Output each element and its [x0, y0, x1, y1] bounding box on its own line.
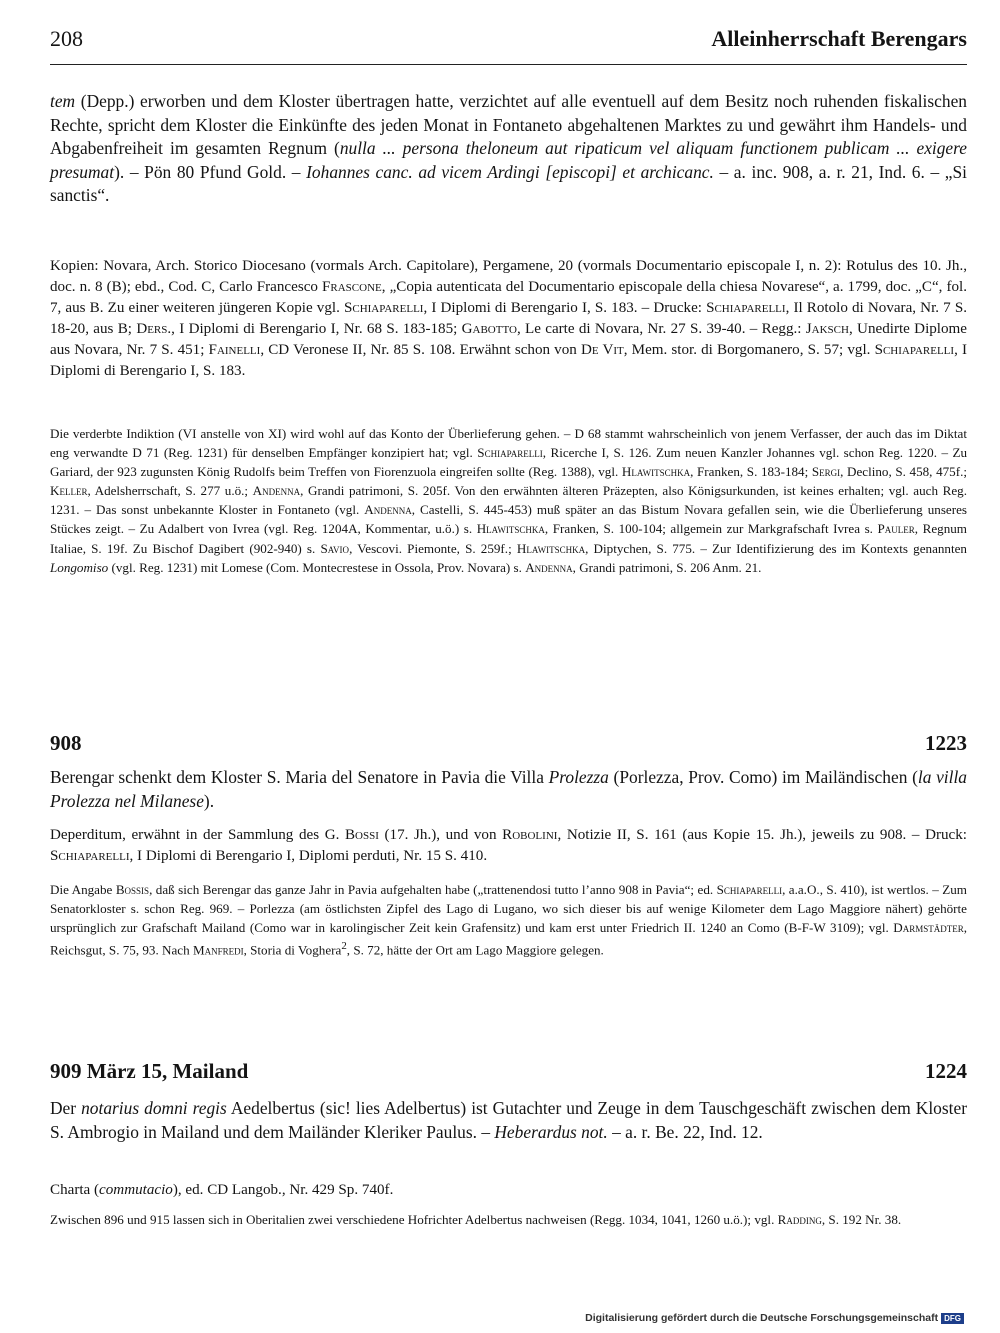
entry-1223-number: 1223: [925, 731, 967, 755]
entry-1223-sources: Deperditum, erwähnt in der Sammlung des G. Bossi (17. Jh.), und von Robolini, Notizie II, S. 161 (aus Kopie 15. Jh.), jeweils zu 908. – Druck: Schiaparelli, I Diplomi di Berengario I, Diplomi perduti, Nr. 15 S. 410.: [50, 827, 967, 864]
entry-1224-number: 1224: [925, 1059, 967, 1083]
running-title: Alleinherrschaft Berengars: [711, 26, 967, 51]
entry-1224-heading: [50, 1059, 967, 1087]
entry-1223-commentary: Die Angabe Bossis, daß sich Berengar das ganze Jahr in Pavia aufgehalten habe („trattenendosi tutto l’anno 908 in Pavia“; ed. Schiaparelli, a.a.O., S. 410), ist wertlos. – Zum Senatorkloster s. schon Reg. 969. – Porlezza (am östlichsten Zipfel des Lago di Lugano, wo sich dieser bis auf wenige Kilometer dem Lago Maggiore nähert) gehörte ursprünglich zur Grafschaft Mailand (Como war in karolingischer Zeit kein Grafensitz) und kam erst unter Friedrich II. 1240 an Como (B-F-W 3109); vgl. Darmstädter, Reichsgut, S. 75, 93. Nach Manfredi, Storia di Voghera$^2$, S. 72, hätte der Ort am Lago Maggiore gelegen.: [50, 882, 967, 958]
prev-entry-commentary: Die verderbte Indiktion (VI anstelle von XI) wird wohl auf das Konto der Überlieferung gehen. – D 68 stammt wahrscheinlich von jenem Verfasser, der auch das im Diktat eng verwandte D 71 (Reg. 1231) für denselben Empfänger konzipiert hat; vgl. Schiaparelli, Ricerche I, S. 126. Zum neuen Kanzler Johannes vgl. schon Reg. 1220. – Zu Gariard, der 923 zugunsten König Rudolfs beim Treffen von Fiorenzuola eingreifen sollte (Reg. 1388), vgl. Hlawitschka, Franken, S. 183-184; Sergi, Declino, S. 458, 475f.; Keller, Adelsherrschaft, S. 277 u.ö.; Andenna, Grandi patrimoni, S. 205f. Von den erwähnten älteren Präzepten, also Königsurkunden, ist keines erhalten; vgl. auch Reg. 1231. – Das sonst unbekannte Kloster in Fontaneto (vgl. Andenna, Castelli, S. 445-453) muß später an das Bistum Novara gefallen sein, wie die Überlieferung unseres Stückes zeigt. – Zu Adalbert von Ivrea (vgl. Reg. 1204A, Kommentar, u.ö.) s. Hlawitschka, Franken, S. 100-104; allgemein zur Markgrafschaft Ivrea s. Pauler, Regnum Italiae, S. 19f. Zu Bischof Dagibert (902-940) s. Savio, Vescovi. Piemonte, S. 259f.; Hlawitschka, Diptychen, S. 775. – Zur Identifizierung des im Kontexts genannten Longomiso (vgl. Reg. 1231) mit Lomese (Com. Montecrestese in Ossola, Prov. Novara) s. Andenna, Grandi patrimoni, S. 206 Anm. 21.: [50, 426, 968, 575]
footer-text: Digitalisierung gefördert durch die Deutsche Forschungsgemeinschaft: [585, 1312, 939, 1324]
entry-1224-regest: Der notarius domni regis Aedelbertus (sic! lies Adelbertus) ist Gutachter und Zeuge in dem Tauschgeschäft zwischen dem Kloster S. Ambrogio in Mailand und dem Mailänder Kleriker Paulus. – Heberardus not. – a. r. Be. 22, Ind. 12.: [50, 1098, 967, 1142]
entry-1224-date: 909 März 15, Mailand: [50, 1059, 249, 1083]
prev-entry-sources: Kopien: Novara, Arch. Storico Diocesano (vormals Arch. Capitolare), Pergamene, 20 (vormals Documentario episcopale I, n. 2): Rotulus des 10. Jh., doc. n. 8 (B); ebd., Cod. C, Carlo Francesco Frascone, „Copia autenticata del Documentario episcopale della chiesa Novarese“, a. 1799, doc. „C“, fol. 7, aus B. Zu einer weiteren jüngeren Kopie vgl. Schiaparelli, I Diplomi di Berengario I, S. 183. – Drucke: Schiaparelli, Il Rotolo di Novara, Nr. 7 S. 18-20, aus B; Ders., I Diplomi di Berengario I, Nr. 68 S. 183-185; Gabotto, Le carte di Novara, Nr. 27 S. 39-40. – Regg.: Jaksch, Unedirte Diplome aus Novara, Nr. 7 S. 451; Fainelli, CD Veronese II, Nr. 85 S. 108. Erwähnt schon von De Vit, Mem. stor. di Borgomanero, S. 57; vgl. Schiaparelli, I Diplomi di Berengario I, S. 183.: [50, 258, 968, 379]
entry-1223-heading: [50, 731, 967, 759]
prev-entry-regest: tem (Depp.) erworben und dem Kloster übertragen hatte, verzichtet auf alle eventuell auf dem Besitz noch ruhenden fiskalischen Rechte, spricht dem Kloster die Einkünfte des jeden Monat in Fontaneto abgehaltenen Marktes zu und gewährt ihm Handels- und Abgabenfreiheit im gesamten Regnum (nulla ... persona theloneum aut ripaticum vel aliquam functionem publicam ... exigere presumat). – Pön 80 Pfund Gold. – Iohannes canc. ad vicem Ardingi [episcopi] et archicanc. – a. inc. 908, a. r. 21, Ind. 6. – „Si sanctis“.: [50, 91, 967, 206]
entry-1223-regest: Berengar schenkt dem Kloster S. Maria del Senatore in Pavia die Villa Prolezza (Porlezza, Prov. Como) im Mailändischen (la villa Prolezza nel Milanese).: [50, 767, 967, 811]
dfg-logo: DFG: [941, 1313, 964, 1324]
page-header: [50, 26, 967, 66]
funding-footer: [585, 1312, 964, 1324]
entry-1224-sources: Charta (commutacio), ed. CD Langob., Nr. 429 Sp. 740f.: [50, 1182, 394, 1198]
entry-1223-date: 908: [50, 731, 82, 755]
entry-1224-commentary: Zwischen 896 und 915 lassen sich in Oberitalien zwei verschiedene Hofrichter Adelbertus nachweisen (Regg. 1034, 1041, 1260 u.ö.); vgl. Radding, S. 192 Nr. 38.: [50, 1212, 902, 1227]
header-rule: [50, 64, 967, 65]
page-number: 208: [50, 26, 83, 51]
